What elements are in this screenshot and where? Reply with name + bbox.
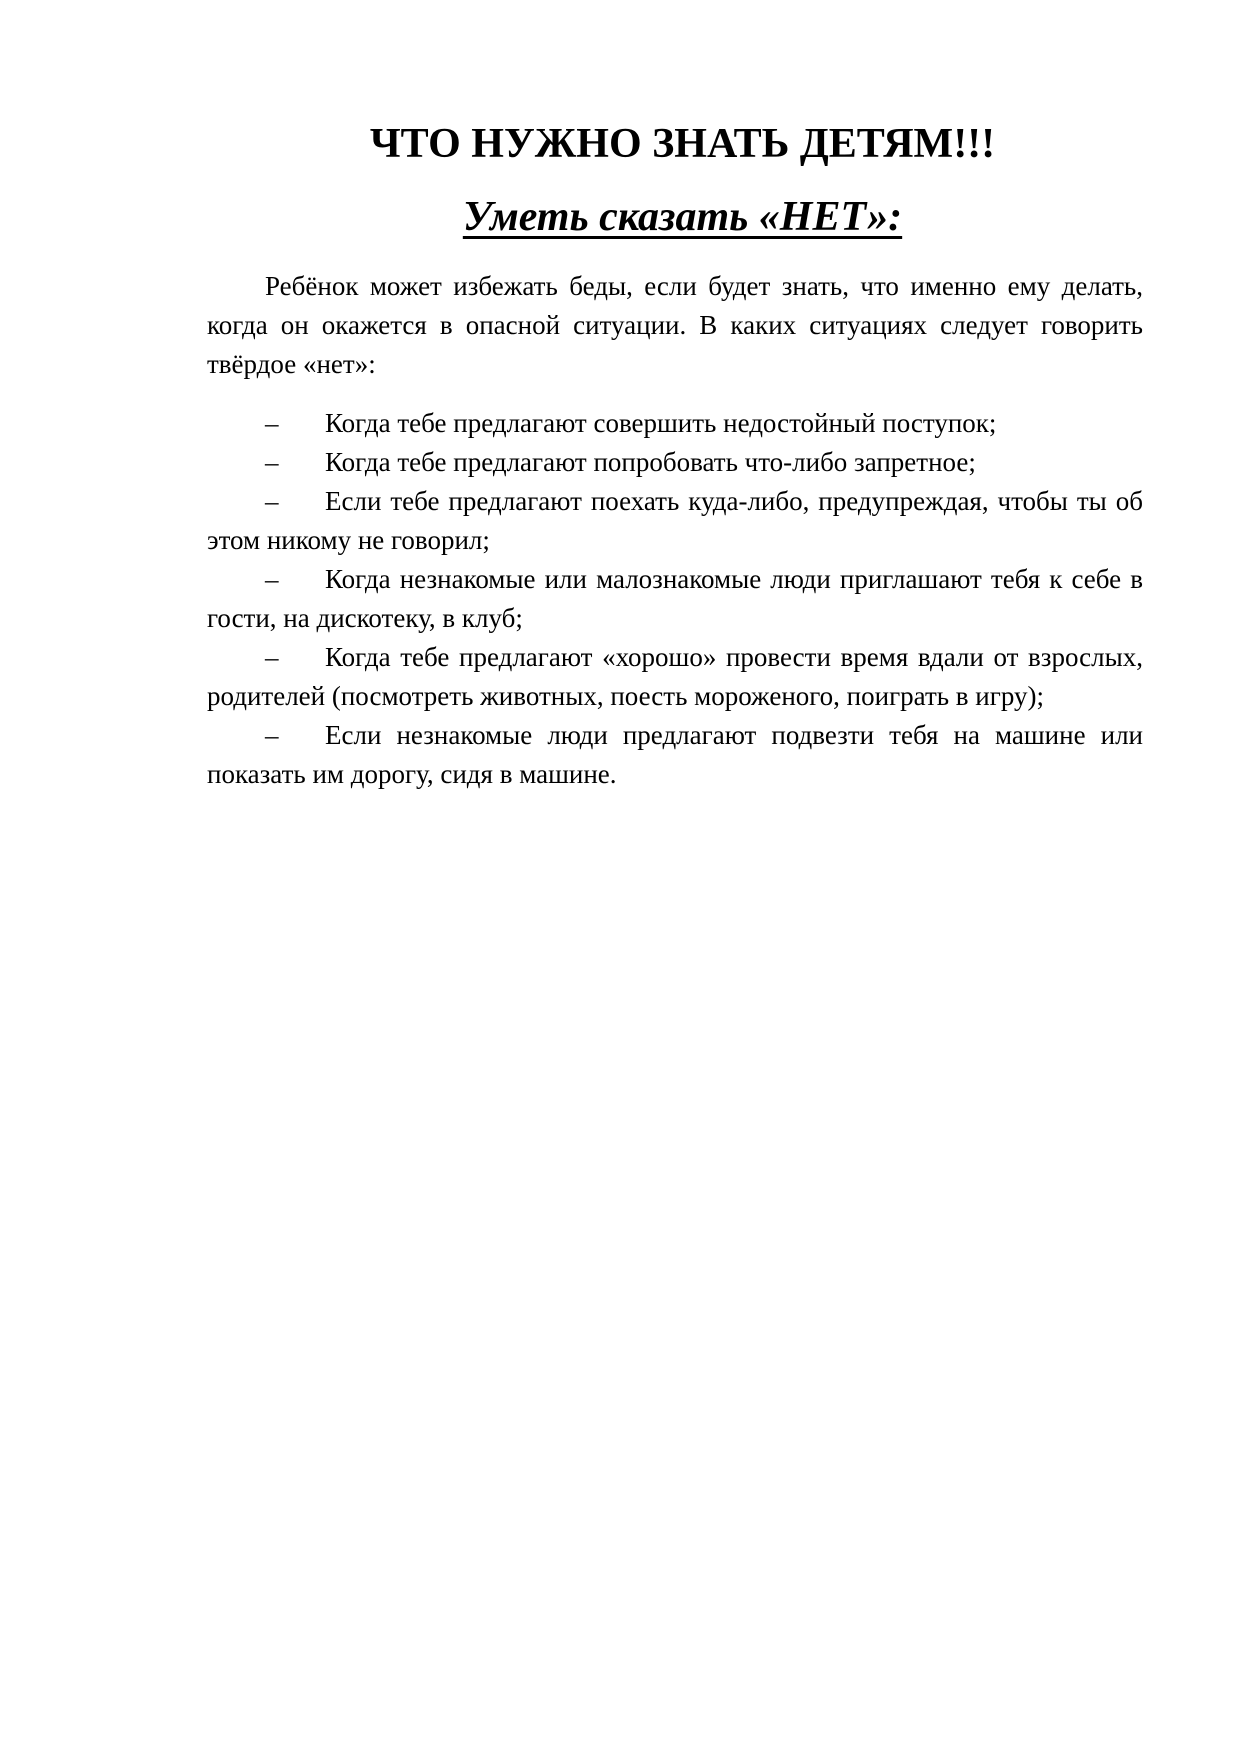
list-item [207, 716, 1143, 794]
list-item-text: Когда тебе предлагают совершить недостойный поступок; [325, 408, 997, 438]
list-item [207, 638, 1143, 716]
list-item [207, 482, 1143, 560]
situations-list [207, 404, 1143, 794]
document-body [207, 267, 1143, 794]
list-item-text: Если тебе предлагают поехать куда-либо, предупреждая, чтобы ты об этом никому не говорил; [207, 486, 1143, 555]
list-item-text: Когда незнакомые или малознакомые люди приглашают тебя к себе в гости, на дискотеку, в клуб; [207, 564, 1143, 633]
list-item [207, 560, 1143, 638]
list-marker: – [265, 720, 279, 750]
list-marker: – [265, 642, 279, 672]
list-marker: – [265, 447, 279, 477]
list-marker: – [265, 564, 279, 594]
page-title: ЧТО НУЖНО ЗНАТЬ ДЕТЯМ!!! [369, 121, 996, 167]
list-marker: – [265, 486, 279, 516]
page-subtitle: Уметь сказать «НЕТ»: [462, 194, 903, 240]
list-item-text: Когда тебе предлагают «хорошо» провести время вдали от взрослых, родителей (посмотреть животных, поесть мороженого, поиграть в игру); [207, 642, 1143, 711]
list-item-text: Если незнакомые люди предлагают подвезти тебя на машине или показать им дорогу, сидя в машине. [207, 720, 1143, 789]
list-item [207, 443, 1143, 482]
list-item-text: Когда тебе предлагают попробовать что-либо запретное; [325, 447, 976, 477]
intro-paragraph: Ребёнок может избежать беды, если будет знать, что именно ему делать, когда он окажется в опасной ситуации. В каких ситуациях следует говорить твёрдое «нет»: [207, 271, 1143, 379]
list-item [207, 404, 1143, 443]
list-marker: – [265, 408, 279, 438]
